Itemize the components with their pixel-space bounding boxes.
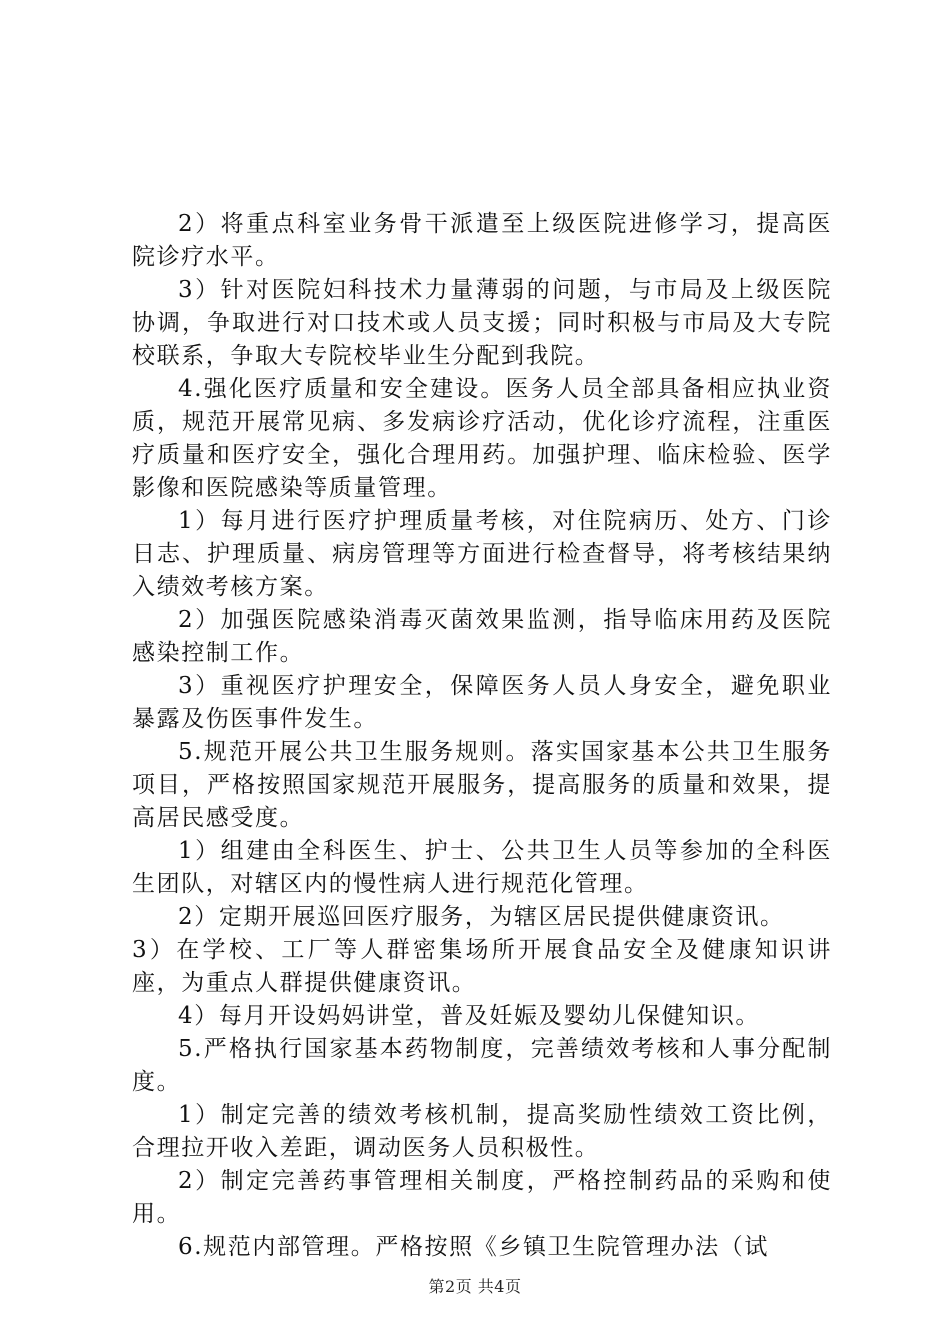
paragraph-8: 1）组建由全科医生、护士、公共卫生人员等参加的全科医生团队，对辖区内的慢性病人进行规范化管理。: [132, 838, 832, 897]
paragraph-7: 5.规范开展公共卫生服务规则。落实国家基本公共卫生服务项目，严格按照国家规范开展服务，提高服务的质量和效果，提高居民感受度。: [132, 739, 832, 831]
paragraph-5: 2）加强医院感染消毒灭菌效果监测，指导临床用药及医院感染控制工作。: [132, 607, 832, 666]
paragraph-12: 5.严格执行国家基本药物制度，完善绩效考核和人事分配制度。: [132, 1036, 832, 1095]
page-footer: [0, 1274, 950, 1297]
paragraph-15: 6.规范内部管理。严格按照《乡镇卫生院管理办法（试: [178, 1234, 769, 1260]
paragraph-14: 2）制定完善药事管理相关制度，严格控制药品的采购和使用。: [132, 1168, 832, 1227]
paragraph-3: 4.强化医疗质量和安全建设。医务人员全部具备相应执业资质，规范开展常见病、多发病诊疗活动，优化诊疗流程，注重医疗质量和医疗安全，强化合理用药。加强护理、临床检验、医学影像和医院感染等质量管理。: [132, 376, 832, 501]
paragraph-2: 3）针对医院妇科技术力量薄弱的问题，与市局及上级医院协调，争取进行对口技术或人员支援；同时积极与市局及大专院校联系，争取大专院校毕业生分配到我院。: [132, 277, 832, 369]
paragraph-9: 2）定期开展巡回医疗服务，为辖区居民提供健康资讯。: [178, 904, 785, 930]
page-number-label: 第2页 共4页: [428, 1277, 522, 1296]
document-body: [132, 208, 832, 1264]
paragraph-11: 4）每月开设妈妈讲堂，普及妊娠及婴幼儿保健知识。: [178, 1003, 761, 1029]
paragraph-13: 1）制定完善的绩效考核机制，提高奖励性绩效工资比例，合理拉开收入差距，调动医务人员积极性。: [132, 1102, 832, 1161]
paragraph-1: 2）将重点科室业务骨干派遣至上级医院进修学习，提高医院诊疗水平。: [132, 211, 832, 270]
paragraph-6: 3）重视医疗护理安全，保障医务人员人身安全，避免职业暴露及伤医事件发生。: [132, 673, 832, 732]
paragraph-10: 3）在学校、工厂等人群密集场所开展食品安全及健康知识讲座，为重点人群提供健康资讯。: [132, 937, 832, 996]
paragraph-4: 1）每月进行医疗护理质量考核，对住院病历、处方、门诊日志、护理质量、病房管理等方面进行检查督导，将考核结果纳入绩效考核方案。: [132, 508, 832, 600]
